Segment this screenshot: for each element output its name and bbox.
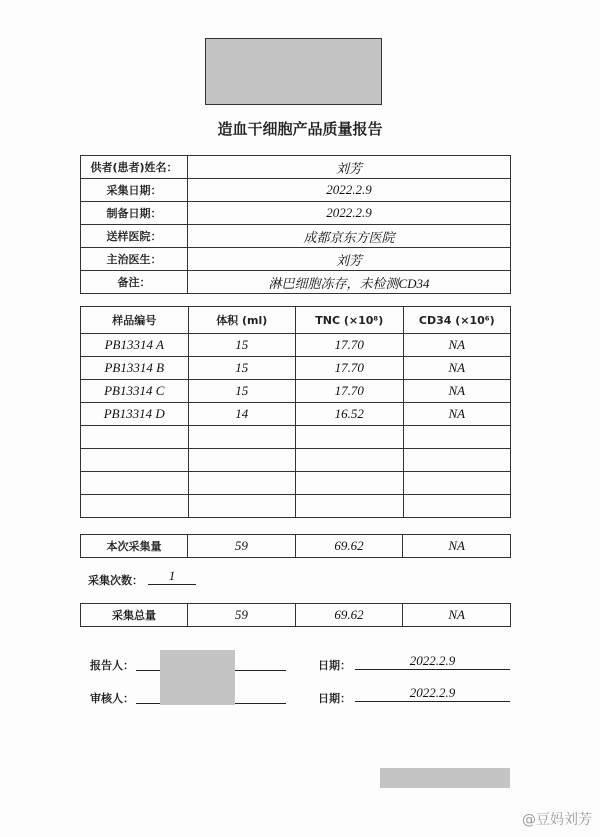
this-collection-table xyxy=(80,534,511,558)
info-row xyxy=(81,271,511,294)
redacted-signatures xyxy=(160,650,235,705)
total-cd34: NA xyxy=(403,604,511,627)
info-value: 淋巴细胞冻存，未检测CD34 xyxy=(188,271,511,294)
sample-id: PB13314 B xyxy=(81,357,189,380)
sample-volume: 15 xyxy=(188,357,296,380)
total-table xyxy=(80,603,511,627)
empty-cell xyxy=(296,472,404,495)
info-value: 刘芳 xyxy=(188,156,511,179)
sample-row xyxy=(81,426,511,449)
header-tnc: TNC (×10⁸) xyxy=(296,307,404,334)
header-cd34: CD34 (×10⁶) xyxy=(403,307,511,334)
sample-volume: 15 xyxy=(188,334,296,357)
total-label: 采集总量 xyxy=(81,604,188,627)
empty-cell xyxy=(188,495,296,518)
this-collection-tnc: 69.62 xyxy=(295,535,403,558)
empty-cell xyxy=(81,472,189,495)
redacted-stamp xyxy=(380,768,510,788)
info-row xyxy=(81,248,511,271)
empty-cell xyxy=(188,426,296,449)
this-collection-label: 本次采集量 xyxy=(81,535,188,558)
sample-id: PB13314 A xyxy=(81,334,189,357)
reporter-date: 2022.2.9 xyxy=(355,653,510,670)
sample-volume: 14 xyxy=(188,403,296,426)
empty-cell xyxy=(403,472,511,495)
collection-count-label: 采集次数： xyxy=(88,574,143,587)
empty-cell xyxy=(188,449,296,472)
reporter-label: 报告人： xyxy=(90,659,134,672)
empty-cell xyxy=(403,449,511,472)
sample-id: PB13314 D xyxy=(81,403,189,426)
empty-cell xyxy=(403,426,511,449)
sample-table xyxy=(80,306,511,518)
watermark: @豆妈刘芳 xyxy=(522,812,592,828)
reviewer-date-label: 日期： xyxy=(318,692,351,705)
sample-cd34: NA xyxy=(403,357,511,380)
report-title: 造血干细胞产品质量报告 xyxy=(217,120,383,138)
info-label: 制备日期： xyxy=(81,202,188,225)
reviewer-label: 审核人： xyxy=(90,692,134,705)
sample-tnc: 17.70 xyxy=(296,380,404,403)
this-collection-volume: 59 xyxy=(188,535,296,558)
sample-row xyxy=(81,334,511,357)
total-volume: 59 xyxy=(188,604,296,627)
sample-row xyxy=(81,472,511,495)
sample-row xyxy=(81,449,511,472)
sample-volume: 15 xyxy=(188,380,296,403)
sample-row xyxy=(81,495,511,518)
info-label: 供者(患者)姓名： xyxy=(81,156,188,179)
header-volume: 体积 (ml) xyxy=(188,307,296,334)
redacted-header xyxy=(205,38,382,105)
sample-cd34: NA xyxy=(403,334,511,357)
sample-cd34: NA xyxy=(403,403,511,426)
info-label: 主治医生： xyxy=(81,248,188,271)
empty-cell xyxy=(296,495,404,518)
info-label: 备注： xyxy=(81,271,188,294)
sample-cd34: NA xyxy=(403,380,511,403)
sample-tnc: 17.70 xyxy=(296,334,404,357)
sample-row xyxy=(81,380,511,403)
empty-cell xyxy=(188,472,296,495)
collection-count-value: 1 xyxy=(148,568,196,585)
info-value: 成都京东方医院 xyxy=(188,225,511,248)
empty-cell xyxy=(81,449,189,472)
info-row xyxy=(81,202,511,225)
empty-cell xyxy=(81,495,189,518)
header-sample-id: 样品编号 xyxy=(81,307,189,334)
info-row xyxy=(81,225,511,248)
info-label: 送样医院： xyxy=(81,225,188,248)
info-row xyxy=(81,179,511,202)
empty-cell xyxy=(403,495,511,518)
empty-cell xyxy=(296,426,404,449)
empty-cell xyxy=(81,426,189,449)
info-row xyxy=(81,156,511,179)
reviewer-date: 2022.2.9 xyxy=(355,685,510,702)
sample-id: PB13314 C xyxy=(81,380,189,403)
sample-tnc: 17.70 xyxy=(296,357,404,380)
info-value: 2022.2.9 xyxy=(188,179,511,202)
sample-row xyxy=(81,357,511,380)
info-value: 刘芳 xyxy=(188,248,511,271)
sample-row xyxy=(81,403,511,426)
sample-tnc: 16.52 xyxy=(296,403,404,426)
total-tnc: 69.62 xyxy=(295,604,403,627)
reporter-date-label: 日期： xyxy=(318,659,351,672)
empty-cell xyxy=(296,449,404,472)
info-label: 采集日期： xyxy=(81,179,188,202)
info-value: 2022.2.9 xyxy=(188,202,511,225)
this-collection-cd34: NA xyxy=(403,535,511,558)
info-table xyxy=(80,155,511,294)
